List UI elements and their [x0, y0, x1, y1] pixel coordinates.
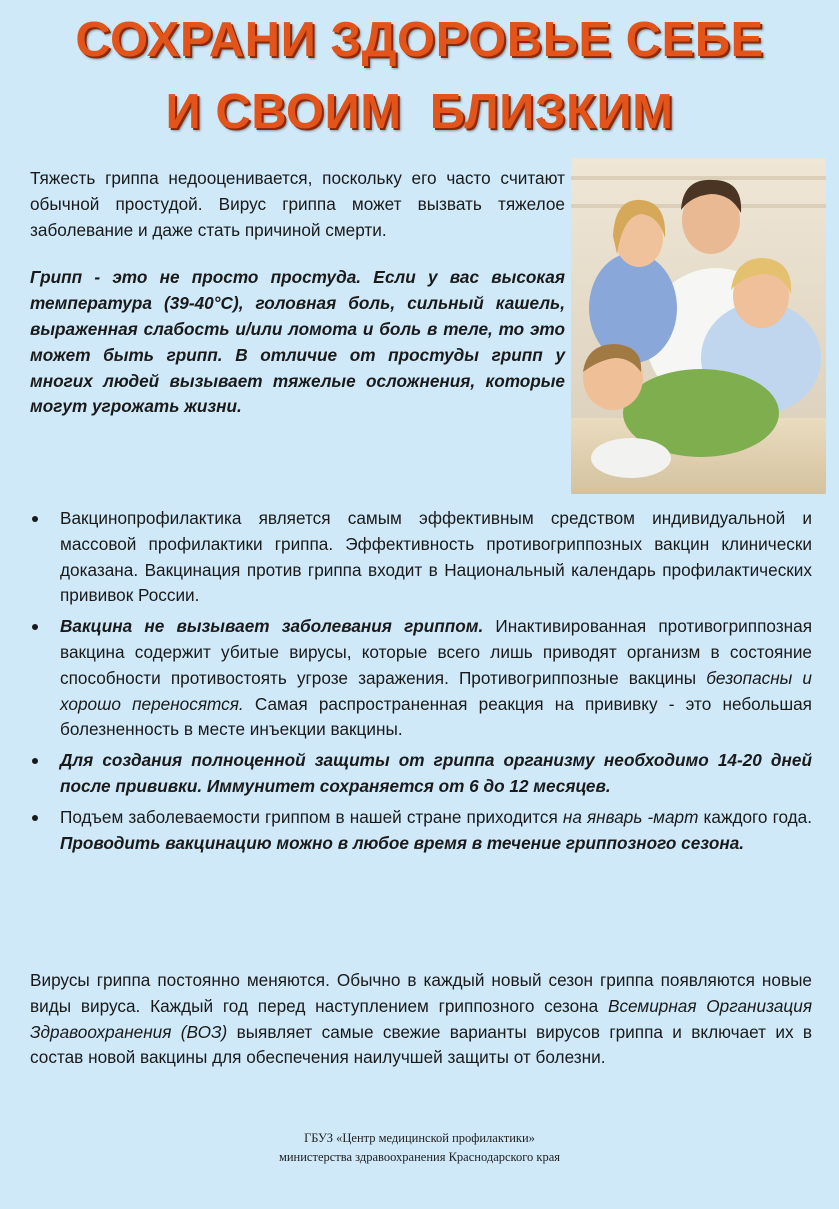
- list-item: [30, 506, 812, 609]
- bullet-list: [30, 506, 812, 861]
- bullet-icon: [32, 624, 38, 630]
- footer-line-2: министерства здравоохранения Краснодарского края: [278, 1150, 561, 1164]
- closing-text: выявляет самые свежие варианты вирусов гриппа и включает их в состав новой вакцины для обеспечения наилучшей защиты от болезни.: [30, 1021, 813, 1068]
- list-item: [30, 805, 812, 857]
- footer: [0, 1129, 839, 1167]
- family-photo-icon: [571, 158, 826, 494]
- title-line-1: СОХРАНИ ЗДОРОВЬЕ СЕБЕ: [75, 13, 764, 67]
- closing-italic-text: Всемирная Организация Здравоохранения (ВОЗ): [30, 995, 812, 1042]
- family-photo: [571, 158, 826, 494]
- bullet-italic-text: на январь -март: [562, 806, 699, 827]
- bullet-bold-text: Вакцина не вызывает заболевания гриппом.: [60, 616, 484, 637]
- bullet-text: каждого года.: [698, 806, 812, 827]
- bullet-icon: [32, 815, 38, 821]
- bullet-icon: [32, 758, 38, 764]
- bullet-text: Инактивированная противогриппозная вакцина содержит убитые вирусы, которые всего лишь приводят организм в состояние способности противостоять угрозе заражения. Противогриппозные вакцины: [60, 616, 812, 688]
- title-line-2: И СВОИМ БЛИЗКИМ: [165, 85, 674, 139]
- list-item: [30, 614, 812, 743]
- footer-line-1: ГБУЗ «Центр медицинской профилактики»: [304, 1131, 535, 1145]
- bullet-text: Вакцинопрофилактика является самым эффективным средством индивидуальной и массовой профилактики гриппа. Эффективность противогриппозных вакцин клинически доказана. Вакцинация против гриппа входит в Национальный календарь профилактических прививок России.: [60, 508, 812, 606]
- closing-paragraph: [30, 968, 812, 1071]
- bullet-text: Подъем заболеваемости гриппом в нашей стране приходится: [60, 806, 563, 827]
- intro-section: [30, 166, 565, 420]
- closing-text: Вирусы гриппа постоянно меняются. Обычно в каждый новый сезон гриппа появляются новые виды вируса. Каждый год перед наступлением гриппозного сезона: [30, 970, 812, 1016]
- bullet-bold-text: Для создания полноценной защиты от гриппа организму необходимо 14-20 дней после прививки. Иммунитет сохраняется от 6 до 12 месяцев.: [60, 750, 812, 796]
- bullet-italic-text: безопасны и хорошо переносятся.: [60, 667, 812, 714]
- intro-paragraph-1: Тяжесть гриппа недооценивается, поскольку его часто считают обычной простудой. Вирус гриппа может вызвать тяжелое заболевание и даже стать причиной смерти.: [30, 168, 565, 240]
- list-item: [30, 748, 812, 800]
- bullet-text: Самая распространенная реакция на прививку - это небольшая болезненность в месте инъекции вакцины.: [60, 693, 812, 740]
- bullet-bold-text: Проводить вакцинацию можно в любое время в течение гриппозного сезона.: [60, 832, 745, 853]
- bullet-icon: [32, 516, 38, 522]
- intro-paragraph-2: Грипп - это не просто простуда. Если у вас высокая температура (39-40°С), головная боль, сильный кашель, выраженная слабость и/или ломота и боль в теле, то это может быть грипп. В отличие от простуды грипп у многих людей вызывает тяжелые осложнения, которые могут угрожать жизни.: [30, 267, 565, 417]
- page-title: [0, 4, 839, 148]
